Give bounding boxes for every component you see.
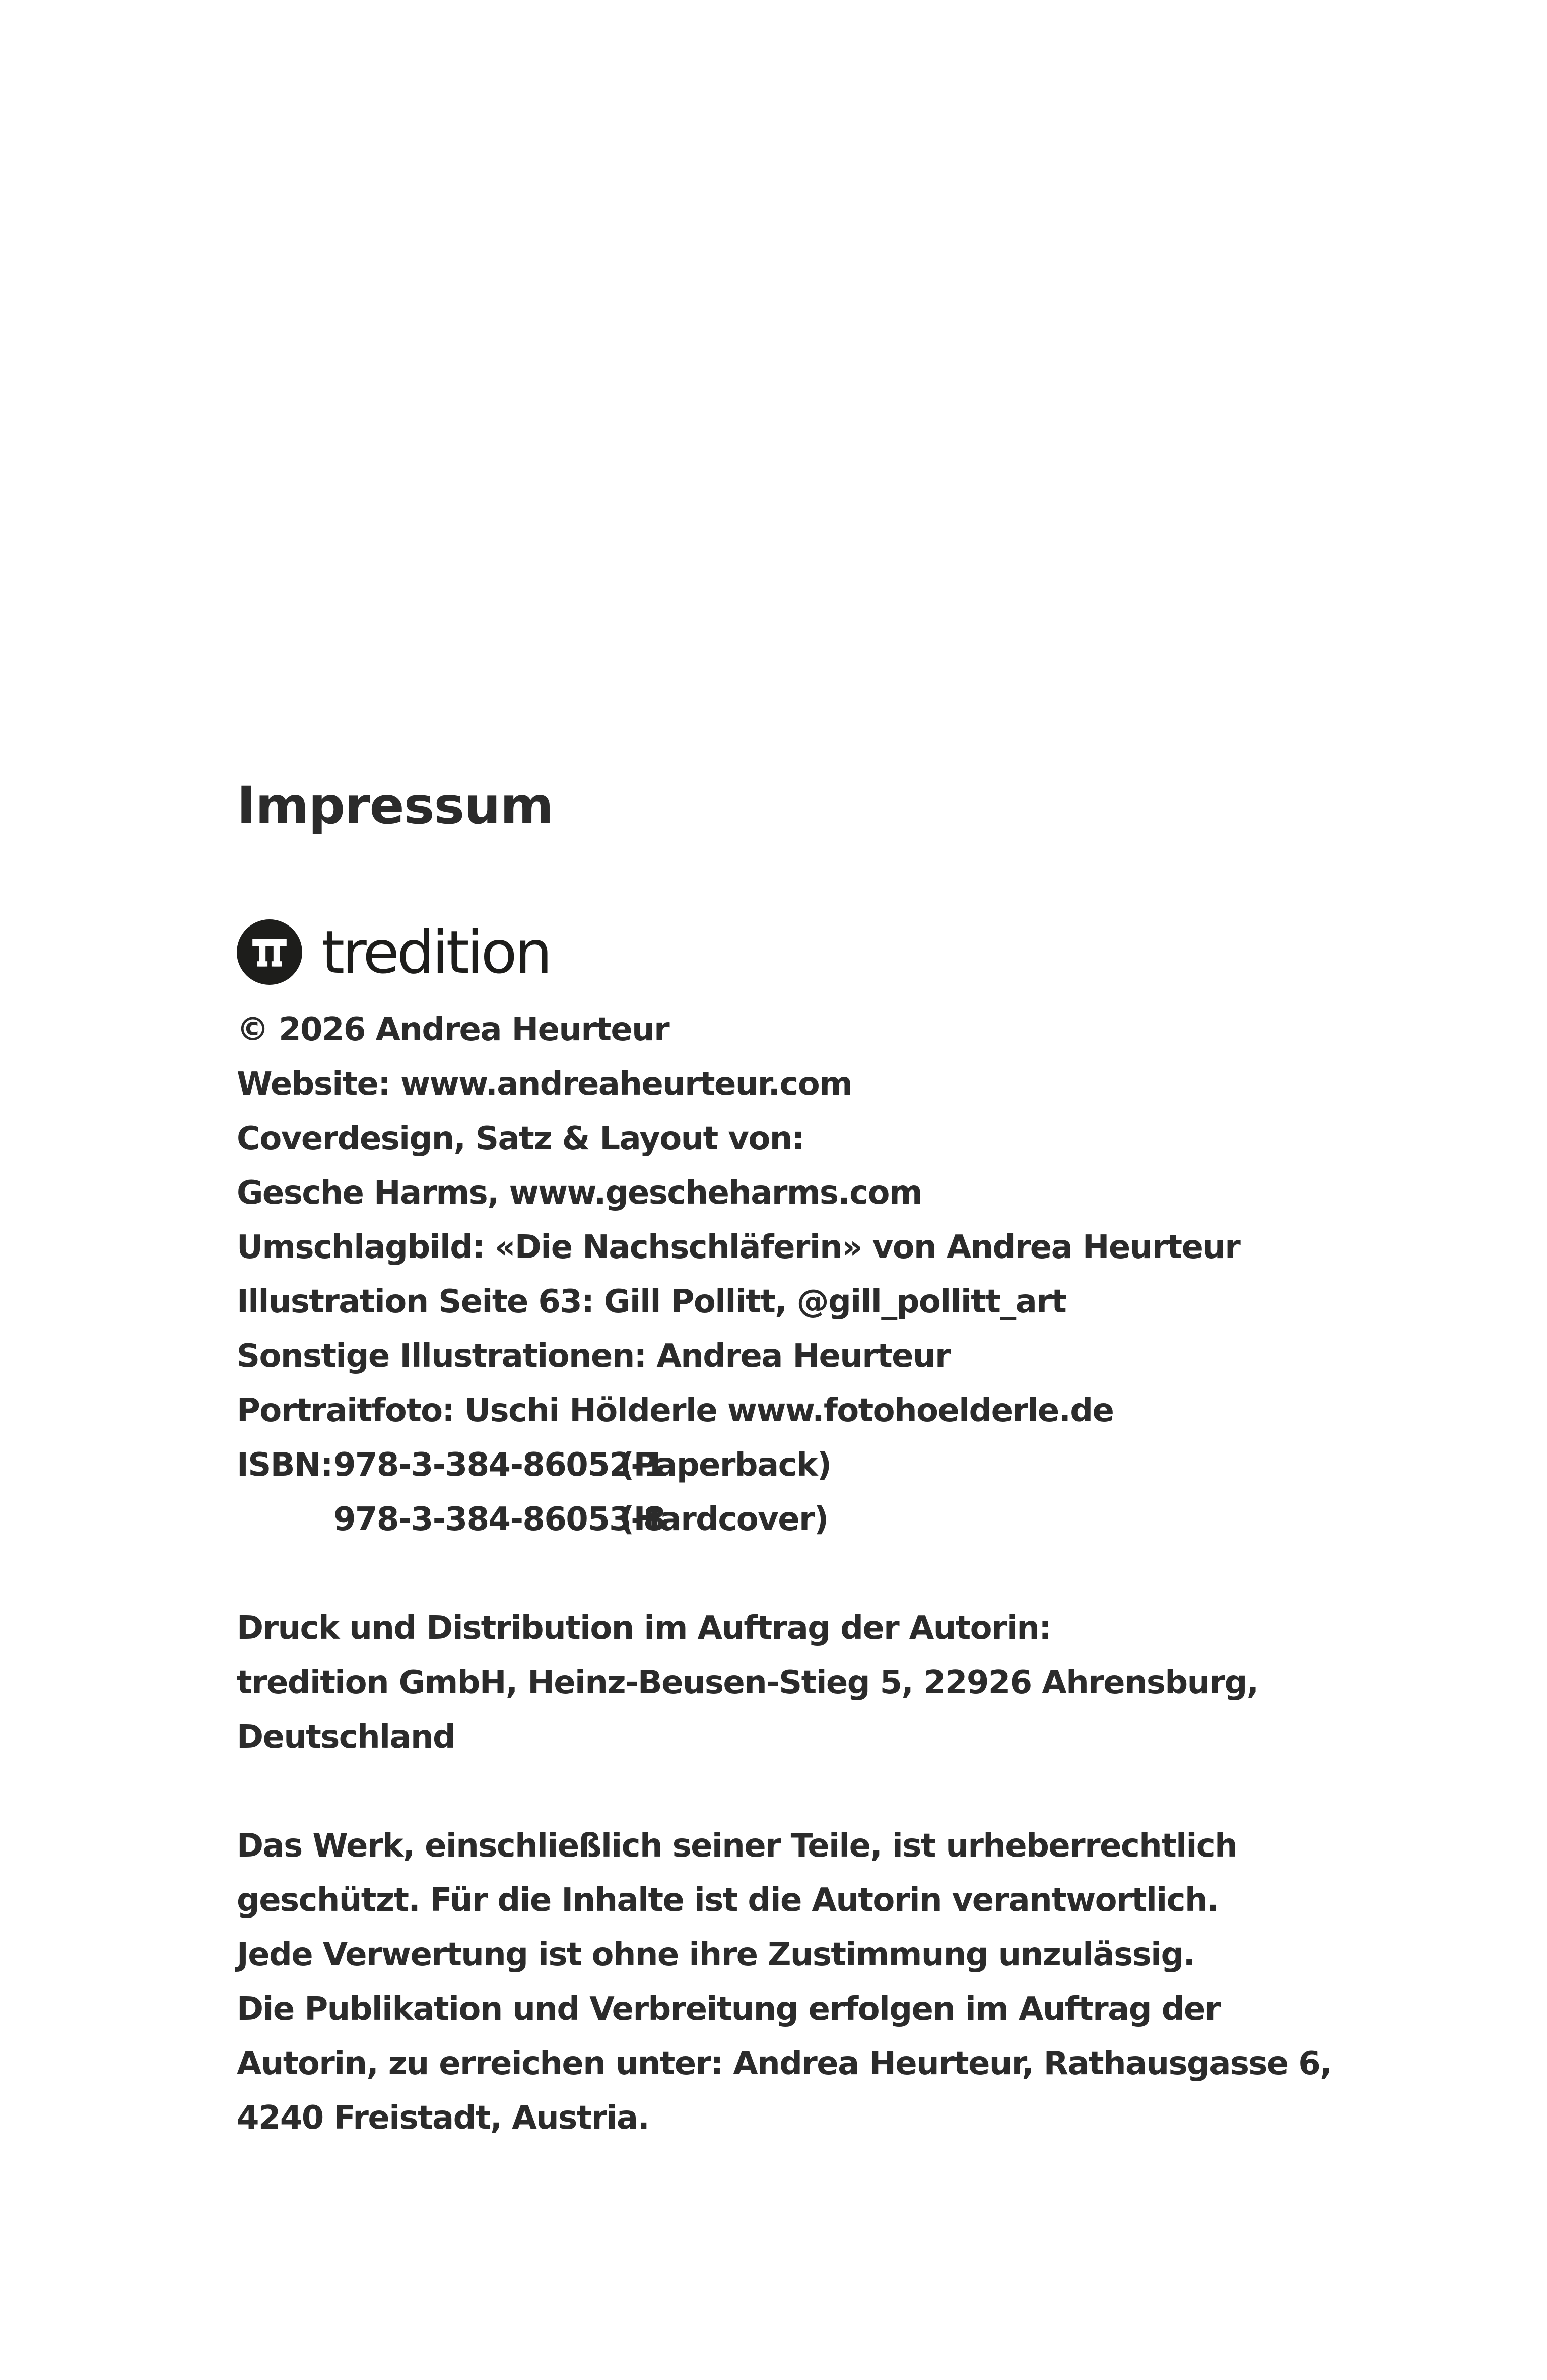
imprint-body [237, 1003, 1446, 2145]
designer-line: Gesche Harms, www.gescheharms.com [237, 1174, 922, 1212]
isbn-label: ISBN: [237, 1446, 332, 1484]
legal-line: Das Werk, einschließlich seiner Teile, ist urheberrechtlich [237, 1827, 1237, 1865]
isbn-format: (Hardcover) [620, 1501, 828, 1538]
legal-line: geschützt. Für die Inhalte ist die Autorin verantwortlich. [237, 1882, 1219, 1919]
copyright-line: © 2026 Andrea Heurteur [237, 1011, 669, 1048]
website-line: Website: www.andreaheurteur.com [237, 1066, 852, 1103]
distribution-line: Druck und Distribution im Auftrag der Autorin: [237, 1610, 1051, 1647]
isbn-number: 978-3-384-86053-8 [333, 1501, 665, 1538]
other-illustrations-line: Sonstige Illustrationen: Andrea Heurteur [237, 1338, 950, 1375]
legal-line: 4240 Freistadt, Austria. [237, 2099, 649, 2137]
legal-line: Autorin, zu erreichen unter: Andrea Heurteur, Rathausgasse 6, [237, 2045, 1331, 2082]
page-title: Impressum [237, 776, 554, 836]
cover-image-line: Umschlagbild: «Die Nachschläferin» von Andrea Heurteur [237, 1229, 1240, 1266]
tredition-wordmark: tredition [321, 917, 550, 987]
isbn-row-paperback [237, 1438, 1446, 1492]
isbn-label-spacer [237, 1492, 333, 1547]
paragraph-gap [237, 1764, 1446, 1819]
isbn-row-hardcover [237, 1492, 1446, 1547]
distribution-line: tredition GmbH, Heinz-Beusen-Stieg 5, 22926 Ahrensburg, [237, 1664, 1258, 1701]
coverdesign-line: Coverdesign, Satz & Layout von: [237, 1120, 804, 1157]
isbn-number: 978-3-384-86052-1 [333, 1446, 665, 1484]
legal-line: Jede Verwertung ist ohne ihre Zustimmung unzulässig. [237, 1936, 1195, 1973]
portrait-photo-line: Portraitfoto: Uschi Hölderle www.fotohoelderle.de [237, 1392, 1114, 1429]
publisher-logo [237, 917, 550, 987]
paragraph-gap [237, 1547, 1446, 1601]
distribution-line: Deutschland [237, 1718, 455, 1756]
imprint-page [237, 0, 1446, 2380]
isbn-format: (Paperback) [620, 1446, 831, 1484]
tredition-logo-icon [237, 919, 302, 985]
illustration-line: Illustration Seite 63: Gill Pollitt, @gill_pollitt_art [237, 1283, 1066, 1320]
legal-line: Die Publikation und Verbreitung erfolgen im Auftrag der [237, 1991, 1220, 2028]
